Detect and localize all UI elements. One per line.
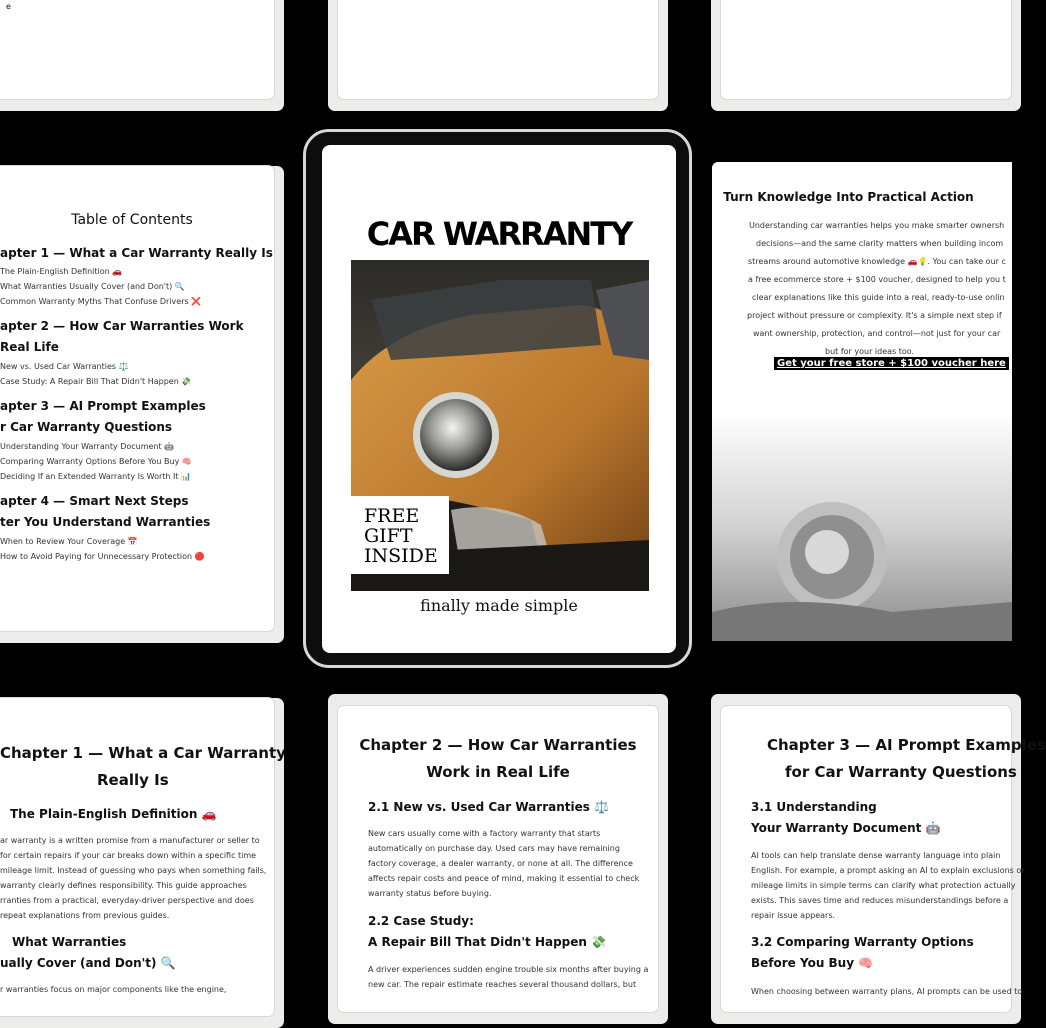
chapter3-title-2: for Car Warranty Questions: [785, 763, 1017, 781]
top-right-page: [711, 0, 1021, 111]
chapter2-para1-line-4: affects repair costs and peace of mind, making it essential to check: [368, 874, 640, 883]
action-line-4: a free ecommerce store + $100 voucher, designed to help you t: [748, 275, 1006, 284]
chapter2-title-2: Work in Real Life: [426, 763, 570, 781]
chapter2-section-2: 2.2 Case Study:: [368, 914, 474, 928]
toc-ch1-heading: apter 1 — What a Car Warranty Really Is: [0, 246, 273, 260]
toc-ch1-item-3: Common Warranty Myths That Confuse Drivers ❌: [0, 297, 202, 306]
toc-ch2-heading-2: Real Life: [0, 340, 59, 354]
faded-car-image: [712, 412, 1012, 641]
toc-ch3-heading-2: r Car Warranty Questions: [0, 420, 173, 434]
chapter2-para1-line-2: automatically on purchase day. Used cars may have remaining: [368, 844, 620, 853]
toc-ch1-item-1: The Plain-English Definition 🚗: [0, 267, 123, 276]
chapter2-title: Chapter 2 — How Car Warranties: [359, 736, 637, 754]
tablet-screen: [322, 145, 676, 653]
chapter1-para-line-6: repeat explanations from previous guides.: [0, 911, 170, 920]
top-fragment: e: [6, 2, 11, 11]
toc-ch2-item-2: Case Study: A Repair Bill That Didn't Happen 💸: [0, 377, 192, 386]
cover-tagline: finally made simple: [420, 596, 578, 615]
toc-page: [0, 166, 284, 643]
chapter1-para-line-5: rranties from a practical, everyday-driver perspective and does: [0, 896, 254, 905]
chapter2-para1-line-5: warranty status before buying.: [368, 889, 492, 898]
chapter3-para1-line-5: repair issue appears.: [751, 911, 836, 920]
chapter1-title: Chapter 1 — What a Car Warranty: [0, 744, 286, 762]
badge-line-1: FREE: [364, 505, 420, 527]
toc-ch3-heading: apter 3 — AI Prompt Examples: [0, 399, 206, 413]
action-line-7: want ownership, protection, and control—not just for your car: [753, 329, 1001, 338]
free-gift-badge: [351, 496, 449, 574]
voucher-link[interactable]: Get your free store + $100 voucher here: [774, 357, 1009, 370]
chapter3-section-1: 3.1 Understanding: [751, 800, 877, 814]
toc-ch1-item-2: What Warranties Usually Cover (and Don't) 🔍: [0, 282, 185, 291]
action-line-5: clear explanations like this guide into a real, ready-to-use onlin: [752, 293, 1005, 302]
chapter2-page: [328, 694, 668, 1024]
chapter3-section-1b: Your Warranty Document 🤖: [751, 821, 941, 835]
cover-title: CAR WARRANTY: [366, 215, 632, 253]
chapter3-para1-line-3: mileage limits in simple terms can clarify what protection actually: [751, 881, 1016, 890]
chapter3-para2: When choosing between warranty plans, AI prompts can be used to: [751, 987, 1023, 996]
chapter1-page: [0, 698, 284, 1028]
toc-ch3-item-2: Comparing Warranty Options Before You Buy 🧠: [0, 457, 192, 466]
chapter2-para2-line-1: A driver experiences sudden engine trouble six months after buying a: [368, 965, 649, 974]
chapter3-para1-line-2: English. For example, a prompt asking an AI to explain exclusions or: [751, 866, 1025, 875]
action-line-1: Understanding car warranties helps you make smarter ownersh: [749, 221, 1005, 230]
chapter1-section-2b: ually Cover (and Don't) 🔍: [0, 956, 176, 970]
action-line-2: decisions—and the same clarity matters when building incom: [756, 239, 1004, 248]
toc-title: Table of Contents: [71, 212, 193, 228]
action-line-3: streams around automotive knowledge 🚗💡. You can take our c: [748, 257, 1006, 266]
chapter2-para2-line-2: new car. The repair estimate reaches several thousand dollars, but: [368, 980, 637, 989]
chapter1-title-2: Really Is: [97, 771, 169, 789]
chapter3-page: [711, 694, 1046, 1024]
chapter3-section-2b: Before You Buy 🧠: [751, 956, 874, 970]
chapter2-para1-line-3: factory coverage, a dealer warranty, or none at all. The difference: [368, 859, 633, 868]
chapter1-para-line-1: ar warranty is a written promise from a manufacturer or seller to: [0, 836, 260, 845]
chapter1-para-line-3: mileage limit. Instead of guessing who pays when something fails,: [0, 866, 267, 875]
chapter1-para-line-4: warranty clearly defines responsibility. This guide approaches: [0, 881, 247, 890]
chapter1-section-1: The Plain-English Definition 🚗: [10, 807, 217, 821]
chapter3-para1-line-1: AI tools can help translate dense warranty language into plain: [751, 851, 1001, 860]
action-line-8: but for your ideas too.: [825, 347, 915, 356]
toc-ch2-item-1: New vs. Used Car Warranties ⚖️: [0, 362, 129, 371]
action-page: [712, 162, 1012, 641]
badge-line-3: INSIDE: [364, 545, 438, 567]
chapter1-para-line-2: for certain repairs if your car breaks down within a specific time: [0, 851, 257, 860]
chapter3-section-2: 3.2 Comparing Warranty Options: [751, 935, 974, 949]
chapter2-section-1: 2.1 New vs. Used Car Warranties ⚖️: [368, 800, 610, 814]
tablet-device: [303, 129, 692, 668]
action-line-6: project without pressure or complexity. It's a simple next step if: [747, 311, 1002, 320]
toc-ch3-item-1: Understanding Your Warranty Document 🤖: [0, 442, 175, 451]
action-title: Turn Knowledge Into Practical Action: [723, 190, 974, 204]
chapter2-para1-line-1: New cars usually come with a factory warranty that starts: [368, 829, 601, 838]
toc-ch3-item-3: Deciding If an Extended Warranty Is Worth It 📊: [0, 472, 192, 481]
toc-ch4-item-1: When to Review Your Coverage 📅: [0, 537, 138, 546]
top-left-page: [0, 0, 284, 111]
toc-ch2-heading: apter 2 — How Car Warranties Work: [0, 319, 244, 333]
chapter1-section-2: What Warranties: [12, 935, 127, 949]
top-center-page: [328, 0, 668, 111]
toc-ch4-heading: apter 4 — Smart Next Steps: [0, 494, 189, 508]
chapter2-section-2b: A Repair Bill That Didn't Happen 💸: [368, 935, 607, 949]
chapter1-para2: r warranties focus on major components like the engine,: [0, 985, 227, 994]
chapter3-title: Chapter 3 — AI Prompt Examples: [767, 736, 1046, 754]
badge-line-2: GIFT: [364, 525, 413, 547]
toc-ch4-heading-2: ter You Understand Warranties: [0, 515, 211, 529]
toc-ch4-item-2: How to Avoid Paying for Unnecessary Protection 🔴: [0, 552, 205, 561]
chapter3-para1-line-4: exists. This saves time and reduces misunderstandings before a: [751, 896, 1009, 905]
